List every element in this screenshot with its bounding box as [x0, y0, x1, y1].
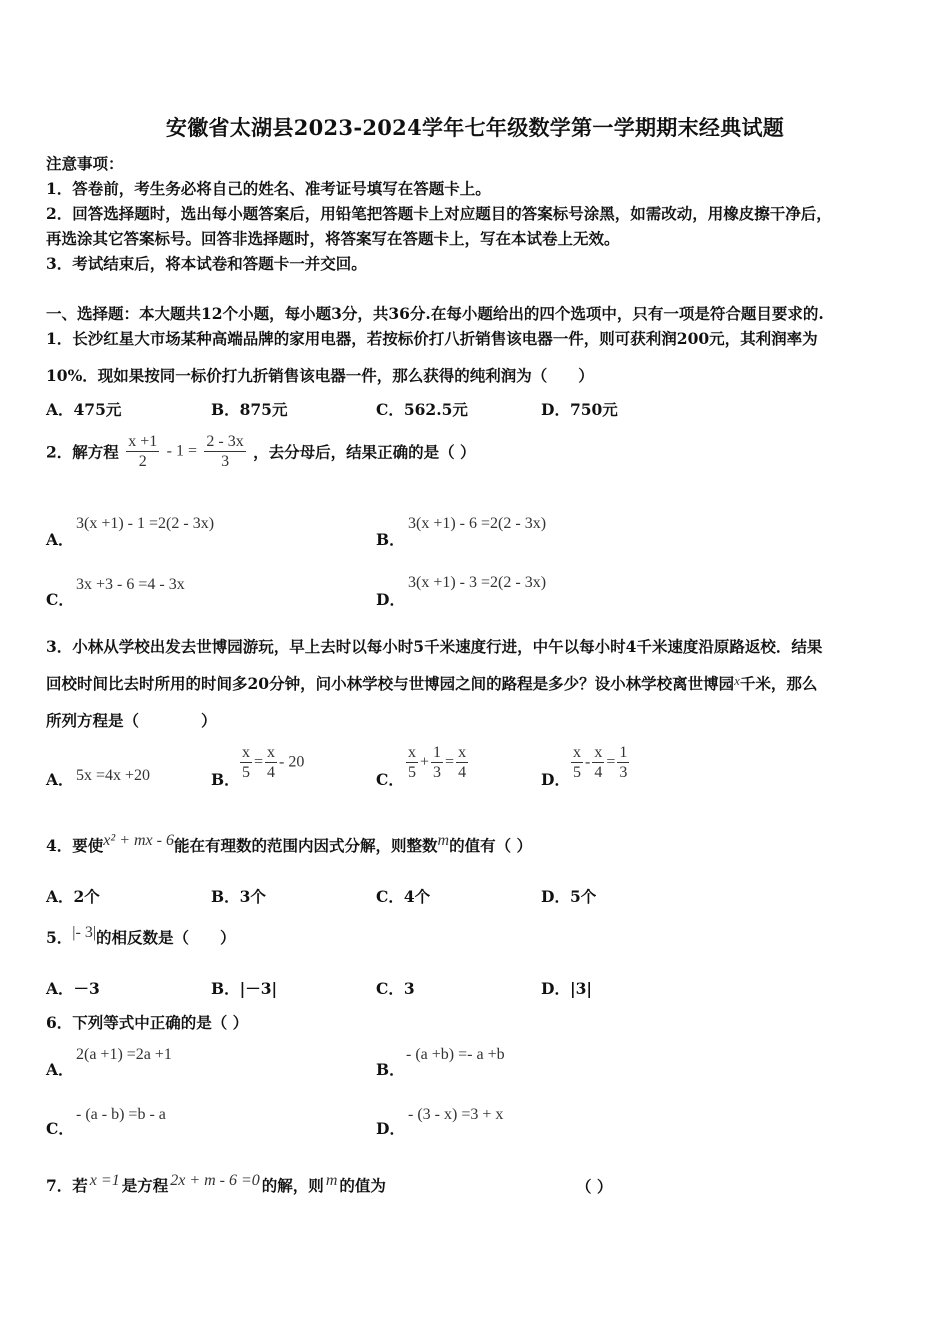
q2-label-c: C． — [46, 590, 74, 609]
q5-expression: |- 3| — [72, 924, 97, 941]
q7-suffix: 的值为 — [339, 1176, 386, 1195]
q3d-num1: x — [573, 744, 581, 761]
q4-middle: 能在有理数的范围内因式分解，则整数 — [173, 836, 438, 855]
q6-stem: 6．下列等式中正确的是（ ） — [46, 1013, 249, 1032]
q3-line2a: 回校时间比去时所用的时间多20分钟，问小林学校与世博园之间的路程是多少？设小林学校离世博园 — [46, 674, 735, 693]
q3-option-d — [569, 743, 631, 782]
q3c-num2: 1 — [433, 744, 442, 761]
q2-eq-mid: - 1 = — [166, 442, 197, 460]
section-heading: 一、选择题：本大题共12个小题，每小题3分，共36分.在每小题给出的四个选项中，只有一项是符合题目要求的. — [46, 304, 824, 323]
q3-label-b: B． — [211, 770, 240, 789]
notice-item-1: 1．答卷前，考生务必将自己的姓名、准考证号填写在答题卡上。 — [46, 179, 491, 198]
q2-label-a: A． — [46, 530, 74, 549]
q2-prefix: 2．解方程 — [46, 442, 119, 462]
q3-option-a: 5x =4x +20 — [76, 767, 151, 784]
q3b-op: = — [254, 753, 264, 771]
q3c-frac1 — [406, 743, 418, 782]
q2-fraction-left — [126, 432, 159, 471]
q3c-den2: 3 — [433, 764, 442, 781]
q3b-frac1 — [240, 743, 252, 782]
q3-label-a: A． — [46, 770, 74, 789]
q3-option-b — [238, 743, 304, 782]
q3b-num1: x — [242, 744, 250, 761]
q1-option-c: C．562.5元 — [376, 400, 468, 419]
q7-expression-1: x =1 — [89, 1172, 120, 1189]
q6-label-a: A． — [46, 1060, 74, 1079]
q2-label-b: B． — [376, 530, 405, 549]
notice-item-2: 2．回答选择题时，选出每小题答案后，用铅笔把答题卡上对应题目的答案标号涂黑，如需改动，用橡皮擦干净后， — [46, 204, 832, 223]
q3d-frac1 — [571, 743, 583, 782]
q6-label-d: D． — [376, 1119, 405, 1138]
q7-prefix: 7．若 — [46, 1176, 88, 1195]
q4-var-m: m — [437, 832, 450, 849]
q4-option-b: B．3个 — [211, 887, 266, 906]
q1-option-b: B．875元 — [211, 400, 288, 419]
q5-stem — [46, 924, 236, 948]
q6-label-b: B． — [376, 1060, 405, 1079]
q3d-den1: 5 — [573, 764, 581, 781]
q2-fraction-right — [204, 432, 245, 471]
q3c-frac2 — [431, 743, 443, 782]
q6-option-d: - (3 - x) =3 + x — [408, 1106, 504, 1123]
q3c-op2: = — [445, 753, 455, 771]
q7-middle: 是方程 — [121, 1176, 169, 1195]
q3d-num3: 1 — [619, 744, 628, 761]
notice-heading: 注意事项： — [46, 154, 124, 173]
q1-line1: 1．长沙红星大市场某种高端品牌的家用电器，若按标价打八折销售该电器一件，则可获利润200元，其利润率为 — [46, 329, 818, 348]
q2-option-a: 3(x +1) - 1 =2(2 - 3x) — [76, 515, 215, 532]
notice-item-3: 3．考试结束后，将本试卷和答题卡一并交回。 — [46, 254, 367, 273]
q6-option-a: 2(a +1) =2a +1 — [76, 1046, 172, 1063]
q6-option-c: - (a - b) =b - a — [76, 1106, 166, 1123]
q3c-frac3 — [456, 743, 468, 782]
q3d-den2: 4 — [594, 764, 603, 781]
q2-stem — [46, 432, 476, 471]
q3b-den1: 5 — [242, 764, 250, 781]
q1-option-d: D．750元 — [541, 400, 618, 419]
q3b-num2: x — [267, 744, 276, 761]
q3-line2b: 千米，那么 — [739, 674, 818, 693]
q3d-frac3 — [617, 743, 629, 782]
q2-option-b: 3(x +1) - 6 =2(2 - 3x) — [408, 515, 547, 532]
q2-frac-num1: x +1 — [128, 433, 158, 450]
notice-item-2-cont: 再选涂其它答案标号。回答非选择题时，将答案写在答题卡上，写在本试卷上无效。 — [46, 229, 620, 248]
q2-frac-num2: 2 - 3x — [206, 433, 244, 450]
q7-middle2: 的解，则 — [261, 1176, 324, 1195]
q3c-num1: x — [408, 744, 416, 761]
q5-option-a: A．－3 — [46, 979, 100, 998]
q3b-tail: - 20 — [279, 753, 305, 771]
q4-option-d: D．5个 — [541, 887, 597, 906]
q7-stem — [46, 1172, 386, 1196]
q4-stem — [46, 832, 532, 856]
q2-frac-den2: 3 — [221, 453, 230, 470]
q3-line1: 3．小林从学校出发去世博园游玩，早上去时以每小时5千米速度行进，中午以每小时4千米速度沿原路返校．结果 — [46, 637, 823, 656]
q2-option-c: 3x +3 - 6 =4 - 3x — [76, 576, 185, 593]
q3-var-x: x — [734, 673, 740, 688]
q7-answer-paren: （ ） — [576, 1177, 613, 1196]
page-title: 安徽省太湖县2023-2024学年七年级数学第一学期期末经典试题 — [165, 115, 785, 140]
q3c-op1: + — [420, 753, 430, 771]
q2-suffix: ，去分母后，结果正确的是（ ） — [253, 442, 476, 462]
q4-suffix: 的值有（ ） — [449, 836, 532, 855]
q5-option-d: D．|3| — [541, 979, 593, 998]
q3d-op1: - — [585, 753, 591, 771]
q3c-den1: 5 — [408, 764, 416, 781]
q6-label-c: C． — [46, 1119, 74, 1138]
q3-label-c: C． — [376, 770, 404, 789]
q5-option-c: C．3 — [376, 979, 415, 998]
q2-option-d: 3(x +1) - 3 =2(2 - 3x) — [408, 574, 547, 591]
q3d-op2: = — [606, 753, 616, 771]
q1-option-a: A．475元 — [46, 400, 122, 419]
q4-option-a: A．2个 — [46, 887, 100, 906]
q3d-frac2 — [592, 743, 604, 782]
q3b-den2: 4 — [267, 764, 276, 781]
q2-frac-den1: 2 — [138, 453, 147, 470]
q3d-num2: x — [594, 744, 603, 761]
q4-expression: x² + mx - 6 — [103, 832, 174, 849]
q5-prefix: 5． — [46, 928, 73, 947]
q3c-den3: 4 — [458, 764, 467, 781]
q3b-frac2 — [265, 743, 277, 782]
q3-line3: 所列方程是（ ） — [46, 711, 217, 730]
q6-option-b: - (a +b) =- a +b — [406, 1046, 505, 1063]
q4-option-c: C．4个 — [376, 887, 431, 906]
q2-label-d: D． — [376, 590, 405, 609]
q3d-den3: 3 — [619, 764, 628, 781]
q5-suffix: 的相反数是（ ） — [96, 928, 236, 947]
q4-prefix: 4．要使 — [46, 836, 104, 855]
q1-line2: 10%．现如果按同一标价打九折销售该电器一件，那么获得的纯利润为（ ） — [46, 366, 594, 385]
q3-label-d: D． — [541, 770, 570, 789]
q3-option-c — [404, 743, 470, 782]
q7-expression-2: 2x + m - 6 =0 — [170, 1172, 260, 1189]
q7-var-m: m — [325, 1172, 338, 1189]
q3c-num3: x — [458, 744, 467, 761]
q5-option-b: B．|－3| — [211, 979, 278, 998]
q3-line2 — [46, 672, 817, 694]
